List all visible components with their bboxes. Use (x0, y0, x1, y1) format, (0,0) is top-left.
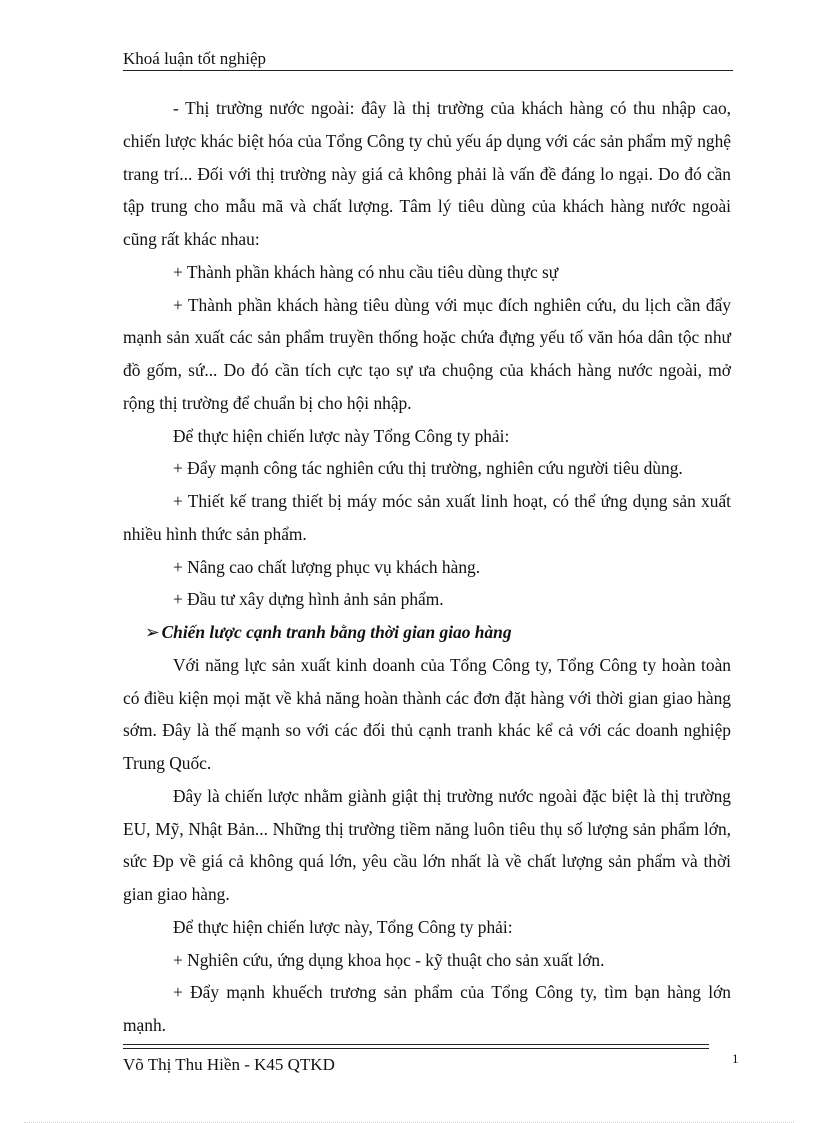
paragraph-customer-type-2: + Thành phần khách hàng tiêu dùng với mục đích nghiên cứu, du lịch cần đẩy mạnh sản xuất các sản phẩm truyền thống hoặc chứa đựng yếu tố văn hóa dân tộc như đồ gốm, sứ... Do đó cần tích cực tạo sự ưa chuộng của khách hàng nước ngoài, mở rộng thị trường để chuẩn bị cho hội nhập. (123, 294, 731, 413)
paragraph-action-research: + Nghiên cứu, ứng dụng khoa học - kỹ thuật cho sản xuất lớn. (173, 949, 605, 970)
document-body (123, 92, 731, 1042)
paragraph-action-promotion: + Đẩy mạnh khuếch trương sản phẩm của Tổng Công ty, tìm bạn hàng lớn mạnh. (123, 982, 731, 1035)
paragraph-action-market-research: + Đẩy mạnh công tác nghiên cứu thị trường, nghiên cứu người tiêu dùng. (173, 458, 683, 479)
footer-rule-bottom (123, 1048, 709, 1049)
page-header (123, 48, 733, 72)
paragraph-strategy-target: Đây là chiến lược nhằm giành giật thị trường nước ngoài đặc biệt là thị trường EU, Mỹ, Nhật Bản... Những thị trường tiềm năng luôn tiêu thụ số lượng sản phẩm lớn, sức Ðp về giá cả không quá lớn, yêu cầu lớn nhất là về chất lượng sản phẩm và thời gian giao hàng. (123, 785, 731, 904)
section-heading (123, 616, 731, 649)
paragraph-delivery-capability: Với năng lực sản xuất kinh doanh của Tổng Công ty, Tổng Công ty hoàn toàn có điều kiện mọi mặt về khả năng hoàn thành các đơn đặt hàng với thời gian giao hàng sớm. Đây là thế mạnh so với các đối thủ cạnh tranh khác kể cả với các doanh nghiệp Trung Quốc. (123, 654, 731, 773)
paragraph-action-product-image: + Đầu tư xây dựng hình ảnh sản phẩm. (173, 589, 444, 610)
page-footer (123, 1044, 743, 1084)
section-heading-text: Chiến lược cạnh tranh bằng thời gian giao hàng (161, 622, 512, 642)
paragraph-implementation-intro: Để thực hiện chiến lược này Tổng Công ty phải: (173, 425, 510, 446)
header-rule (123, 70, 733, 71)
paragraph-action-equipment: + Thiết kế trang thiết bị máy móc sản xuất linh hoạt, có thể ứng dụng sản xuất nhiều hình thức sản phẩm. (123, 491, 731, 544)
page-number: 1 (732, 1051, 739, 1066)
header-title: Khoá luận tốt nghiệp (123, 49, 267, 68)
arrow-bullet-icon: ➢ (145, 622, 160, 642)
footer-rule-top (123, 1044, 709, 1045)
paragraph-foreign-market: - Thị trường nước ngoài: đây là thị trường của khách hàng có thu nhập cao, chiến lược khác biệt hóa của Tổng Công ty chủ yếu áp dụng với các sản phẩm mỹ nghệ trang trí... Đối với thị trường này giá cả không phải là vấn đề đáng lo ngại. Do đó cần tập trung cho mẫu mã và chất lượng. Tâm lý tiêu dùng của khách hàng nước ngoài cũng rất khác nhau: (123, 98, 731, 249)
paragraph-implementation-intro-2: Để thực hiện chiến lược này, Tổng Công ty phải: (173, 916, 513, 937)
paragraph-action-service-quality: + Nâng cao chất lượng phục vụ khách hàng. (173, 556, 481, 577)
footer-author: Võ Thị Thu Hiền - K45 QTKD (123, 1055, 335, 1074)
paragraph-customer-type-1: + Thành phần khách hàng có nhu cầu tiêu dùng thực sự (173, 261, 559, 282)
